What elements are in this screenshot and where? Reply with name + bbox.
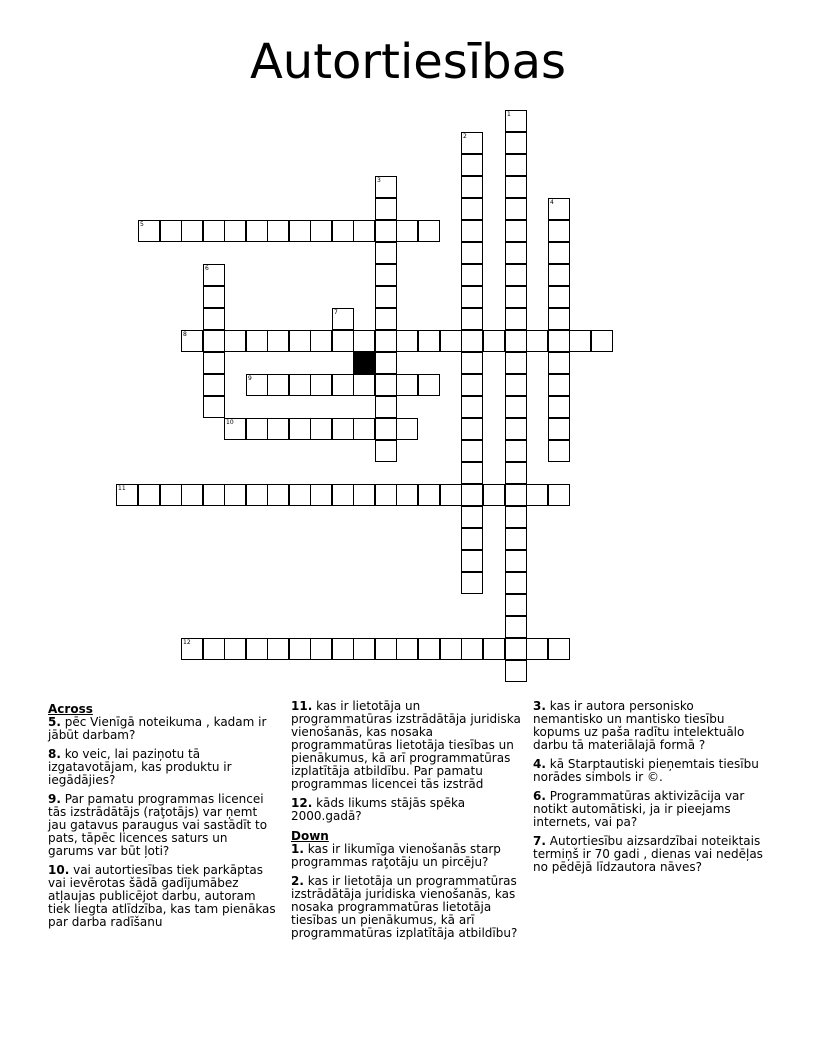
- clue-item: [291, 700, 523, 791]
- page-title: Autortiesības: [249, 34, 567, 90]
- clue-number: 2.: [291, 874, 304, 888]
- grid-cell[interactable]: [440, 330, 462, 352]
- grid-cell[interactable]: [505, 506, 527, 528]
- grid-cell[interactable]: [396, 374, 418, 396]
- clue-number: 12.: [291, 796, 313, 810]
- grid-cell[interactable]: [181, 638, 203, 660]
- clue-text: kāds likums stājās spēka 2000.gadā?: [291, 796, 466, 823]
- cell-number: 3: [377, 177, 381, 184]
- grid-cell[interactable]: [505, 242, 527, 264]
- clue-number: 5.: [48, 715, 61, 729]
- clue-text: pēc Vienīgā noteikuma , kadam ir jābūt darbam?: [48, 715, 267, 742]
- grid-cell[interactable]: [310, 484, 332, 506]
- grid-cell[interactable]: [375, 286, 397, 308]
- down-heading: Down: [291, 829, 329, 843]
- clue-text: ko veic, lai paziņotu tā izgatavotājam, kas produktu ir iegādājies?: [48, 747, 232, 787]
- grid-cell[interactable]: [461, 528, 483, 550]
- grid-cell[interactable]: [203, 308, 225, 330]
- grid-cell[interactable]: [505, 264, 527, 286]
- grid-cell[interactable]: [548, 220, 570, 242]
- grid-cell[interactable]: [138, 220, 160, 242]
- grid-cell[interactable]: [267, 374, 289, 396]
- grid-cell[interactable]: [440, 638, 462, 660]
- cell-number: 5: [140, 221, 144, 228]
- clue-item: [291, 797, 523, 823]
- grid-cell[interactable]: [375, 198, 397, 220]
- grid-cell[interactable]: [332, 308, 354, 330]
- grid-cell[interactable]: [375, 264, 397, 286]
- grid-cell[interactable]: [569, 330, 591, 352]
- grid-cell[interactable]: [548, 352, 570, 374]
- grid-cell[interactable]: [461, 198, 483, 220]
- grid-cell[interactable]: [267, 220, 289, 242]
- grid-cell[interactable]: [353, 220, 375, 242]
- grid-cell[interactable]: [375, 242, 397, 264]
- grid-cell[interactable]: [505, 330, 527, 352]
- grid-cell[interactable]: [461, 308, 483, 330]
- grid-cell[interactable]: [461, 242, 483, 264]
- grid-cell[interactable]: [246, 638, 268, 660]
- grid-cell[interactable]: [289, 484, 311, 506]
- grid-cell[interactable]: [203, 374, 225, 396]
- grid-cell[interactable]: [548, 264, 570, 286]
- grid-cell[interactable]: [461, 506, 483, 528]
- grid-cell[interactable]: [160, 484, 182, 506]
- grid-cell[interactable]: [375, 440, 397, 462]
- grid-cell[interactable]: [505, 374, 527, 396]
- grid-cell[interactable]: [246, 484, 268, 506]
- grid-cell[interactable]: [505, 110, 527, 132]
- grid-cell[interactable]: [461, 396, 483, 418]
- clue-item: [48, 716, 276, 742]
- grid-cell[interactable]: [224, 638, 246, 660]
- grid-cell[interactable]: [375, 308, 397, 330]
- cell-number: 12: [183, 639, 191, 646]
- grid-cell[interactable]: [375, 638, 397, 660]
- grid-cell[interactable]: [505, 198, 527, 220]
- grid-cell[interactable]: [310, 330, 332, 352]
- grid-cell[interactable]: [548, 242, 570, 264]
- grid-cell[interactable]: [526, 330, 548, 352]
- grid-cell[interactable]: [505, 616, 527, 638]
- grid-cell[interactable]: [418, 330, 440, 352]
- grid-cell[interactable]: [548, 308, 570, 330]
- grid-cell[interactable]: [505, 132, 527, 154]
- grid-cell[interactable]: [224, 484, 246, 506]
- clue-text: kas ir autora personisko nemantisko un mantisko tiesību kopums uz paša radītu intelektuālo darbu tā materiālajā formā ?: [533, 699, 745, 752]
- grid-cell[interactable]: [461, 286, 483, 308]
- grid-cell[interactable]: [591, 330, 613, 352]
- grid-cell[interactable]: [224, 330, 246, 352]
- clue-text: kas ir likumīga vienošanās starp programmas raţotāju un pircēju?: [291, 842, 501, 869]
- grid-cell[interactable]: [375, 484, 397, 506]
- grid-cell[interactable]: [332, 638, 354, 660]
- across-heading: Across: [48, 702, 93, 716]
- clue-text: Autortiesību aizsardzībai noteiktais termiņš ir 70 gadi , dienas vai nedēļas no pēdējā līdzautora nāves?: [533, 834, 763, 874]
- grid-cell[interactable]: [375, 374, 397, 396]
- grid-cell[interactable]: [267, 484, 289, 506]
- grid-cell[interactable]: [483, 484, 505, 506]
- grid-cell[interactable]: [181, 484, 203, 506]
- grid-cell[interactable]: [548, 396, 570, 418]
- clue-number: 6.: [533, 789, 546, 803]
- clue-number: 1.: [291, 842, 304, 856]
- grid-cell[interactable]: [332, 330, 354, 352]
- cell-number: 7: [334, 309, 338, 316]
- grid-cell[interactable]: [548, 374, 570, 396]
- grid-cell[interactable]: [246, 220, 268, 242]
- grid-cell[interactable]: [461, 418, 483, 440]
- grid-cell[interactable]: [181, 220, 203, 242]
- grid-cell[interactable]: [396, 418, 418, 440]
- cell-number: 9: [248, 375, 252, 382]
- grid-cell[interactable]: [483, 330, 505, 352]
- grid-cell[interactable]: [375, 418, 397, 440]
- grid-cell[interactable]: [483, 638, 505, 660]
- grid-cell[interactable]: [461, 374, 483, 396]
- grid-cell[interactable]: [289, 418, 311, 440]
- grid-cell[interactable]: [548, 638, 570, 660]
- grid-cell[interactable]: [289, 220, 311, 242]
- clue-item: [291, 875, 523, 940]
- grid-cell[interactable]: [461, 154, 483, 176]
- grid-cell[interactable]: [461, 330, 483, 352]
- grid-cell[interactable]: [289, 330, 311, 352]
- grid-cell[interactable]: [548, 198, 570, 220]
- grid-cell[interactable]: [203, 220, 225, 242]
- grid-cell[interactable]: [505, 550, 527, 572]
- grid-cell[interactable]: [203, 286, 225, 308]
- grid-cell[interactable]: [267, 330, 289, 352]
- grid-cell[interactable]: [548, 440, 570, 462]
- clue-item: [533, 790, 765, 829]
- clue-text: kas ir lietotāja un programmatūras izstrādātāja juridiska vienošanās, kas nosaka programmatūras lietotāja tiesības un pienākumus, kā arī programmatūras izplatītāja atbildību. Par pamatu programmas licencei tās izstrād: [291, 699, 521, 791]
- grid-cell[interactable]: [353, 418, 375, 440]
- grid-cell[interactable]: [224, 418, 246, 440]
- clue-text: Par pamatu programmas licencei tās izstrādātājs (raţotājs) var ņemt jau gatavus paraugus vai sastādīt to pats, tāpēc licences saturs un garums var būt ļoti?: [48, 792, 268, 858]
- grid-cell[interactable]: [505, 660, 527, 682]
- cell-number: 1: [507, 111, 511, 118]
- grid-cell[interactable]: [203, 330, 225, 352]
- grid-cell[interactable]: [332, 418, 354, 440]
- grid-cell[interactable]: [505, 462, 527, 484]
- cell-number: 6: [205, 265, 209, 272]
- grid-cell[interactable]: [203, 638, 225, 660]
- grid-cell[interactable]: [505, 638, 527, 660]
- clue-item: [48, 793, 276, 858]
- grid-cell[interactable]: [461, 352, 483, 374]
- grid-cell[interactable]: [440, 484, 462, 506]
- grid-cell[interactable]: [332, 220, 354, 242]
- grid-cell[interactable]: [461, 484, 483, 506]
- grid-cell[interactable]: [505, 418, 527, 440]
- grid-cell[interactable]: [246, 330, 268, 352]
- grid-cell[interactable]: [461, 550, 483, 572]
- clue-item: [48, 748, 276, 787]
- grid-cell[interactable]: [505, 484, 527, 506]
- clue-number: 4.: [533, 757, 546, 771]
- clue-number: 3.: [533, 699, 546, 713]
- grid-cell[interactable]: [548, 330, 570, 352]
- grid-cell[interactable]: [505, 352, 527, 374]
- grid-cell[interactable]: [396, 330, 418, 352]
- grid-cell[interactable]: [332, 484, 354, 506]
- grid-cell[interactable]: [505, 176, 527, 198]
- grid-cell[interactable]: [138, 484, 160, 506]
- grid-cell[interactable]: [353, 374, 375, 396]
- grid-cell[interactable]: [353, 330, 375, 352]
- clue-item: [48, 864, 276, 929]
- grid-cell[interactable]: [289, 374, 311, 396]
- grid-cell[interactable]: [505, 528, 527, 550]
- clue-number: 7.: [533, 834, 546, 848]
- grid-cell[interactable]: [505, 440, 527, 462]
- grid-cell[interactable]: [160, 220, 182, 242]
- grid-cell[interactable]: [396, 638, 418, 660]
- clue-number: 8.: [48, 747, 61, 761]
- grid-cell[interactable]: [375, 220, 397, 242]
- grid-cell[interactable]: [461, 264, 483, 286]
- grid-cell[interactable]: [310, 374, 332, 396]
- grid-cell[interactable]: [267, 638, 289, 660]
- grid-cell[interactable]: [203, 396, 225, 418]
- clue-item: [291, 843, 523, 869]
- blocked-cell: [353, 352, 375, 374]
- grid-cell[interactable]: [505, 308, 527, 330]
- grid-cell[interactable]: [548, 418, 570, 440]
- clue-number: 9.: [48, 792, 61, 806]
- grid-cell[interactable]: [418, 220, 440, 242]
- grid-cell[interactable]: [418, 638, 440, 660]
- cell-number: 4: [550, 199, 554, 206]
- grid-cell[interactable]: [310, 418, 332, 440]
- grid-cell[interactable]: [461, 176, 483, 198]
- grid-cell[interactable]: [375, 396, 397, 418]
- grid-cell[interactable]: [505, 154, 527, 176]
- grid-cell[interactable]: [461, 132, 483, 154]
- grid-cell[interactable]: [418, 484, 440, 506]
- grid-cell[interactable]: [116, 484, 138, 506]
- clue-number: 10.: [48, 863, 70, 877]
- grid-cell[interactable]: [332, 374, 354, 396]
- clue-text: Programmatūras aktivizācija var notikt automātiski, ja ir pieejams internets, vai pa?: [533, 789, 745, 829]
- grid-cell[interactable]: [505, 594, 527, 616]
- cell-number: 10: [226, 419, 234, 426]
- grid-cell[interactable]: [203, 484, 225, 506]
- grid-cell[interactable]: [396, 220, 418, 242]
- grid-cell[interactable]: [203, 352, 225, 374]
- grid-cell[interactable]: [461, 572, 483, 594]
- grid-cell[interactable]: [246, 418, 268, 440]
- cell-number: 2: [463, 133, 467, 140]
- grid-cell[interactable]: [505, 572, 527, 594]
- grid-cell[interactable]: [289, 638, 311, 660]
- grid-cell[interactable]: [505, 286, 527, 308]
- clue-item: [533, 700, 765, 752]
- grid-cell[interactable]: [505, 220, 527, 242]
- clues-column-1: [48, 700, 276, 935]
- grid-cell[interactable]: [375, 176, 397, 198]
- clue-text: kā Starptautiski pieņemtais tiesību norādes simbols ir ©.: [533, 757, 759, 784]
- grid-cell[interactable]: [461, 440, 483, 462]
- clue-number: 11.: [291, 699, 313, 713]
- grid-cell[interactable]: [418, 374, 440, 396]
- grid-cell[interactable]: [310, 220, 332, 242]
- clue-item: [533, 835, 765, 874]
- grid-cell[interactable]: [461, 462, 483, 484]
- grid-cell[interactable]: [203, 264, 225, 286]
- grid-cell[interactable]: [548, 484, 570, 506]
- grid-cell[interactable]: [375, 352, 397, 374]
- grid-cell[interactable]: [353, 638, 375, 660]
- grid-cell[interactable]: [375, 330, 397, 352]
- grid-cell[interactable]: [267, 418, 289, 440]
- grid-cell[interactable]: [526, 638, 548, 660]
- grid-cell[interactable]: [461, 638, 483, 660]
- grid-cell[interactable]: [181, 330, 203, 352]
- grid-cell[interactable]: [396, 484, 418, 506]
- clues-column-2: [291, 700, 523, 946]
- grid-cell[interactable]: [310, 638, 332, 660]
- grid-cell[interactable]: [526, 484, 548, 506]
- grid-cell[interactable]: [246, 374, 268, 396]
- grid-cell[interactable]: [353, 484, 375, 506]
- cell-number: 11: [118, 485, 126, 492]
- clue-text: vai autortiesības tiek parkāptas vai ievērotas šādā gadījumābez atļaujas publicējot darbu, autoram tiek liegta atlīdzība, kas tam pienākas par darba radīšanu: [48, 863, 276, 929]
- grid-cell[interactable]: [224, 220, 246, 242]
- grid-cell[interactable]: [505, 396, 527, 418]
- cell-number: 8: [183, 331, 187, 338]
- grid-cell[interactable]: [548, 286, 570, 308]
- clues-column-3: [533, 700, 765, 880]
- clue-text: kas ir lietotāja un programmatūras izstrādātāja juridiska vienošanās, kas nosaka programmatūras lietotāja tiesības un pienākumus, kā arī programmatūras izplatītāja atbildību?: [291, 874, 518, 940]
- grid-cell[interactable]: [461, 220, 483, 242]
- clue-item: [533, 758, 765, 784]
